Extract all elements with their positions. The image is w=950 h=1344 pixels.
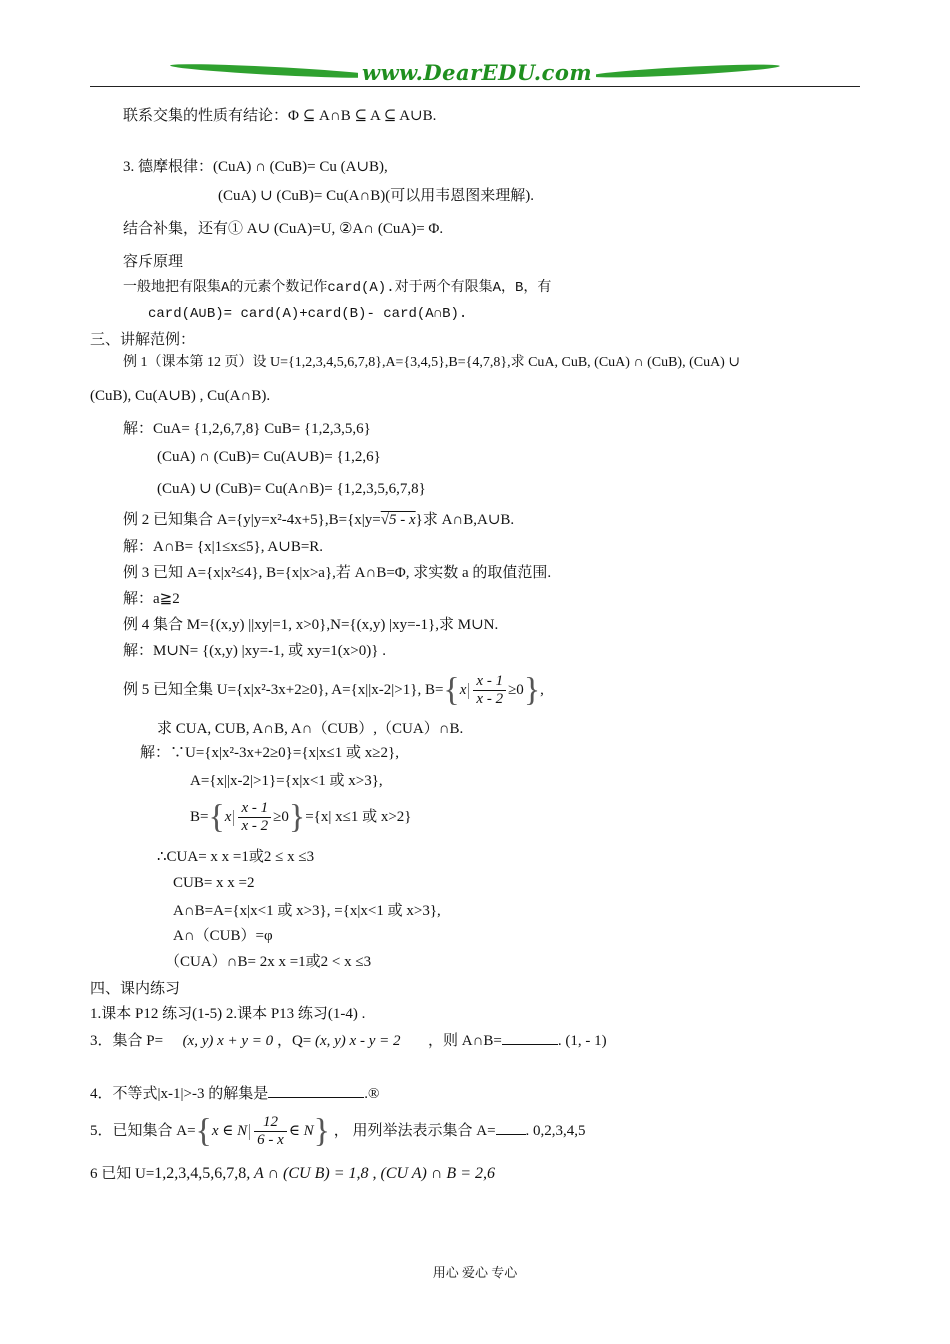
text-line: 解：A∩B= {x|1≤x≤5}, A∪B=R. <box>123 539 324 555</box>
text-span: ∈ N <box>288 1123 314 1139</box>
text-line <box>90 1164 495 1184</box>
brace-open: { <box>208 798 225 836</box>
text-span: B= <box>190 809 209 825</box>
text-line <box>90 1083 379 1104</box>
denominator: 6 - x <box>257 1132 284 1149</box>
text-span: }求 A∩B,A∪B. <box>415 512 515 528</box>
text-span: .® <box>364 1086 380 1102</box>
sqrt-expression: √5 - x <box>380 512 416 528</box>
text-line: CUB= x x =2 <box>173 875 255 891</box>
section-heading: 四、课内练习 <box>90 981 181 997</box>
text-line: (CuB), Cu(A∪B) , Cu(A∩B). <box>90 388 271 404</box>
text-line: (CuA) ∪ (CuB)= Cu(A∩B)= {1,2,3,5,6,7,8} <box>157 481 426 497</box>
denominator: x - 2 <box>476 691 504 708</box>
text-line: 求 CUA, CUB, A∩B, A∩（CUB）,（CUA）∩B. <box>157 721 464 737</box>
fraction <box>238 800 271 835</box>
answer-value: (1, - 1) <box>565 1033 607 1049</box>
text-line: 结合补集，还有① A∪ (CuA)=U, ②A∩ (CuA)= Φ. <box>123 221 444 237</box>
answer-blank <box>496 1120 526 1135</box>
text-line: 例 4 集合 M={(x,y) ||xy|=1, x>0},N={(x,y) |xy=-1},求 M∪N. <box>123 617 499 633</box>
text-line: 解：M∪N= {(x,y) |xy=-1, 或 xy=1(x>0)} . <box>123 643 386 659</box>
section-heading: 三、讲解范例： <box>90 332 196 348</box>
page-footer: 用心 爱心 专心 <box>432 1265 518 1280</box>
text-line: 联系交集的性质有结论：Φ ⊆ A∩B ⊆ A ⊆ A∪B. <box>123 108 437 124</box>
header-swoosh-right <box>590 62 780 80</box>
text-line: 例 1（课本第 12 页）设 U={1,2,3,4,5,6,7,8},A={3,4,5},B={4,7,8},求 CuA, CuB, (CuA) ∩ (CuB), (CuA) ∪ <box>123 355 741 370</box>
text-span: 例 5 已知全集 U={x|x²-3x+2≥0}, A={x||x-2|>1}, B= <box>123 682 444 698</box>
numerator: x - 1 <box>238 800 271 818</box>
text-line: 例 5 已知全集 U={x|x²-3x+2≥0}, A={x||x-2|>1}, B={x $\frac{x - 1}{x - 2}$ ≥0}, <box>123 671 544 709</box>
set-var: x <box>224 809 232 825</box>
text-span: ≥0 <box>273 809 289 825</box>
set-bar <box>233 810 234 826</box>
text-span: 5．已知集合 A= <box>90 1123 196 1139</box>
set-var: x ∈ N <box>211 1123 248 1139</box>
brace-open: { <box>443 671 460 709</box>
text-line: 解：∵U={x|x²-3x+2≥0}={x|x≤1 或 x≥2}, <box>140 745 399 761</box>
text-line <box>190 800 412 835</box>
text-line: (CuA) ∩ (CuB)= Cu(A∪B)= {1,2,6} <box>157 449 381 465</box>
fraction <box>473 673 506 708</box>
text-span: ={x| x≤1 或 x>2} <box>305 809 412 825</box>
set-bar <box>249 1124 250 1140</box>
page-header <box>90 58 860 94</box>
text-line: 3. 德摩根律：(CuA) ∩ (CuB)= Cu (A∪B), <box>123 159 388 175</box>
set-var: x <box>459 682 467 698</box>
denominator: x - 2 <box>241 818 269 835</box>
answer-value: 0,2,3,4,5 <box>533 1123 586 1139</box>
text-line: 5．已知集合 A={x ∈ N $\frac{12}{6 - x}$ ∈ N} ， 用列举法表示集合 A= . 0,2,3,4,5 <box>90 1112 586 1150</box>
answer-blank <box>268 1083 364 1098</box>
set-bar <box>468 683 469 699</box>
text-line: card(A∪B)= card(A)+card(B)- card(A∩B). <box>148 306 468 322</box>
text-span: ，Q= <box>276 1033 312 1049</box>
text-line: A={x||x-2|>1}={x|x<1 或 x>3}, <box>190 773 383 789</box>
header-rule <box>90 86 860 87</box>
text-span: 6 已知 U= <box>90 1166 155 1182</box>
brace-close: } <box>288 798 306 836</box>
numerator: 12 <box>254 1114 287 1132</box>
set-expression: (x, y) x - y = 2 <box>314 1033 401 1049</box>
set-expression: , A ∩ (CU B) = 1,8 , (CU A) ∩ B = 2,6 <box>246 1165 495 1182</box>
brace-close: } <box>313 1112 330 1150</box>
text-line: 容斥原理 <box>123 254 184 270</box>
text-line: A∩B=A={x|x<1 或 x>3}, ={x|x<1 或 x>3}, <box>173 903 441 919</box>
set-expression: 1,2,3,4,5,6,7,8 <box>154 1165 247 1182</box>
brace-close: } <box>523 671 541 709</box>
text-span: ，则 A∩B= <box>427 1033 502 1049</box>
fraction <box>254 1114 287 1149</box>
header-swoosh-left <box>170 62 380 81</box>
text-line: 3．集合 P= (x, y) x + y = 0 ，Q= (x, y) x - y = 2 ，则 A∩B= . (1, - 1) <box>90 1030 607 1051</box>
text-span: 4．不等式|x-1|>-3 的解集是 <box>90 1086 269 1102</box>
numerator: x - 1 <box>473 673 506 691</box>
text-line: 解：CuA= {1,2,6,7,8} CuB= {1,2,3,5,6} <box>123 421 371 437</box>
site-logo: www.DearEDU.com <box>358 60 596 85</box>
set-expression: (x, y) x + y = 0 <box>182 1033 274 1049</box>
brace-open: { <box>195 1112 212 1150</box>
answer-blank <box>502 1030 558 1045</box>
text-span: ≥0 <box>508 682 524 698</box>
text-line: (CuA) ∪ (CuB)= Cu(A∩B)(可以用韦恩图来理解). <box>218 188 535 204</box>
text-line: （CUA）∩B= 2x x =1或2 < x ≤3 <box>165 954 372 970</box>
text-span: 3．集合 P= <box>90 1033 164 1049</box>
text-line <box>123 510 514 530</box>
text-line: A∩（CUB）=φ <box>173 928 273 944</box>
text-line: 解：a≧2 <box>123 591 180 607</box>
text-line: 1.课本 P12 练习(1-5) 2.课本 P13 练习(1-4) . <box>90 1006 366 1022</box>
text-span: 例 2 已知集合 A={y|y=x²-4x+5},B={x|y= <box>123 512 381 528</box>
text-line: 例 3 已知 A={x|x²≤4}, B={x|x>a},若 A∩B=Φ, 求实数 a 的取值范围. <box>123 565 552 581</box>
text-span: ， 用列举法表示集合 A= <box>333 1123 496 1139</box>
text-line: ∴CUA= x x =1或2 ≤ x ≤3 <box>157 849 315 865</box>
text-line: 一般地把有限集A的元素个数记作card(A).对于两个有限集A，B，有 <box>123 280 552 296</box>
